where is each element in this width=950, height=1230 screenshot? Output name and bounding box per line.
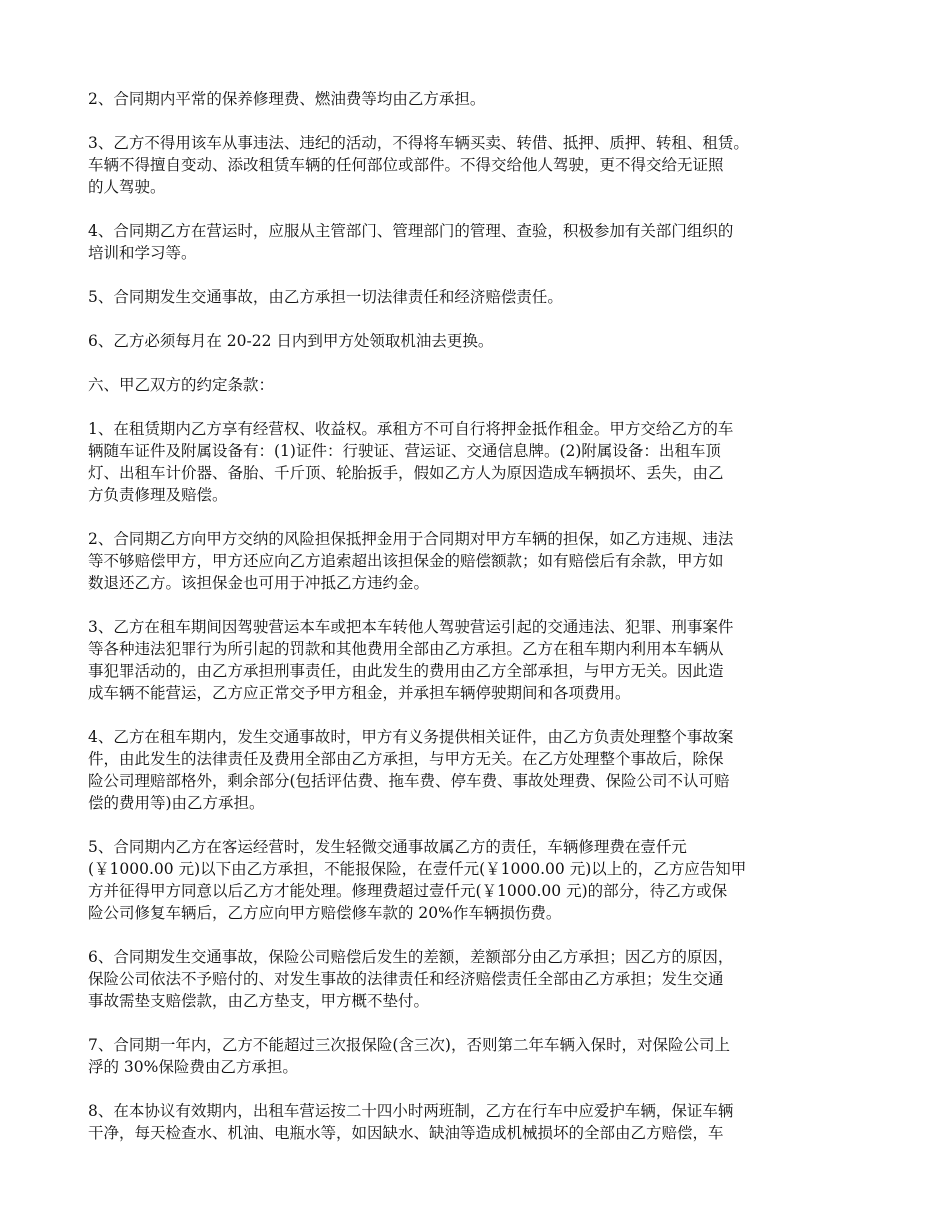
clause-paragraph: 8、在本协议有效期内，出租车营运按二十四小时两班制，乙方在行车中应爱护车辆，保证车辆 干净，每天检查水、机油、电瓶水等，如因缺水、缺油等造成机械损坏的全部由乙方赔偿，车: [88, 1102, 734, 1142]
clause-paragraph: 1、在租赁期内乙方享有经营权、收益权。承租方不可自行将押金抵作租金。甲方交给乙方的车 辆随车证件及附属设备有：(1)证件：行驶证、营运证、交通信息牌。(2)附属设备：出租车顶 灯、出租车计价器、备胎、千斤顶、轮胎扳手，假如乙方人为原因造成车辆损坏、丢失，由乙 方负责修理及赔偿。: [88, 420, 734, 504]
section-heading: 六、甲乙双方的约定条款：: [88, 376, 275, 394]
clause-paragraph: 4、合同期乙方在营运时，应服从主管部门、管理部门的管理、查验，积极参加有关部门组织的 培训和学习等。: [88, 222, 734, 262]
clause-paragraph: 6、乙方必须每月在 20-22 日内到甲方处领取机油去更换。: [88, 332, 494, 350]
clause-paragraph: 5、合同期内乙方在客运经营时，发生轻微交通事故属乙方的责任，车辆修理费在壹仟元 (￥1000.00 元)以下由乙方承担，不能报保险，在壹仟元(￥1000.00 元)以上的，乙方应告知甲 方并征得甲方同意以后乙方才能处理。修理费超过壹仟元(￥1000.00 元)的部分，待乙方或保 险公司修复车辆后，乙方应向甲方赔偿修车款的 20%作车辆损伤费。: [88, 838, 747, 922]
clause-paragraph: 7、合同期一年内，乙方不能超过三次报保险(含三次)，否则第二年车辆入保时，对保险公司上 浮的 30%保险费由乙方承担。: [88, 1036, 730, 1076]
clause-paragraph: 5、合同期发生交通事故，由乙方承担一切法律责任和经济赔偿责任。: [88, 288, 563, 306]
clause-paragraph: 4、乙方在租车期内，发生交通事故时，甲方有义务提供相关证件，由乙方负责处理整个事故案 件，由此发生的法律责任及费用全部由乙方承担，与甲方无关。在乙方处理整个事故后，除保 险公司理赔部格外，剩余部分(包括评估费、拖车费、停车费、事故处理费、保险公司不认可赔 偿的费用等)由乙方承担。: [88, 728, 734, 812]
clause-paragraph: 2、合同期内平常的保养修理费、燃油费等均由乙方承担。: [88, 90, 486, 108]
clause-paragraph: 3、乙方在租车期间因驾驶营运本车或把本车转他人驾驶营运引起的交通违法、犯罪、刑事案件 等各种违法犯罪行为所引起的罚款和其他费用全部由乙方承担。乙方在租车期内利用本车辆从 事犯罪活动的，由乙方承担刑事责任，由此发生的费用由乙方全部承担，与甲方无关。因此造 成车辆不能营运，乙方应正常交予甲方租金，并承担车辆停驶期间和各项费用。: [88, 618, 734, 702]
clause-paragraph: 2、合同期乙方向甲方交纳的风险担保抵押金用于合同期对甲方车辆的担保，如乙方违规、违法 等不够赔偿甲方，甲方还应向乙方追索超出该担保金的赔偿额款；如有赔偿后有余款，甲方如 数退还乙方。该担保金也可用于冲抵乙方违约金。: [88, 530, 734, 592]
clause-paragraph: 6、合同期发生交通事故，保险公司赔偿后发生的差额，差额部分由乙方承担；因乙方的原因， 保险公司依法不予赔付的、对发生事故的法律责任和经济赔偿责任全部由乙方承担；发生交通 事故需垫支赔偿款，由乙方垫支，甲方概不垫付。: [88, 948, 734, 1010]
clause-paragraph: 3、乙方不得用该车从事违法、违纪的活动，不得将车辆买卖、转借、抵押、质押、转租、租赁。 车辆不得擅自变动、添改租赁车辆的任何部位或部件。不得交给他人驾驶，更不得交给无证照 的人驾驶。: [88, 134, 749, 196]
